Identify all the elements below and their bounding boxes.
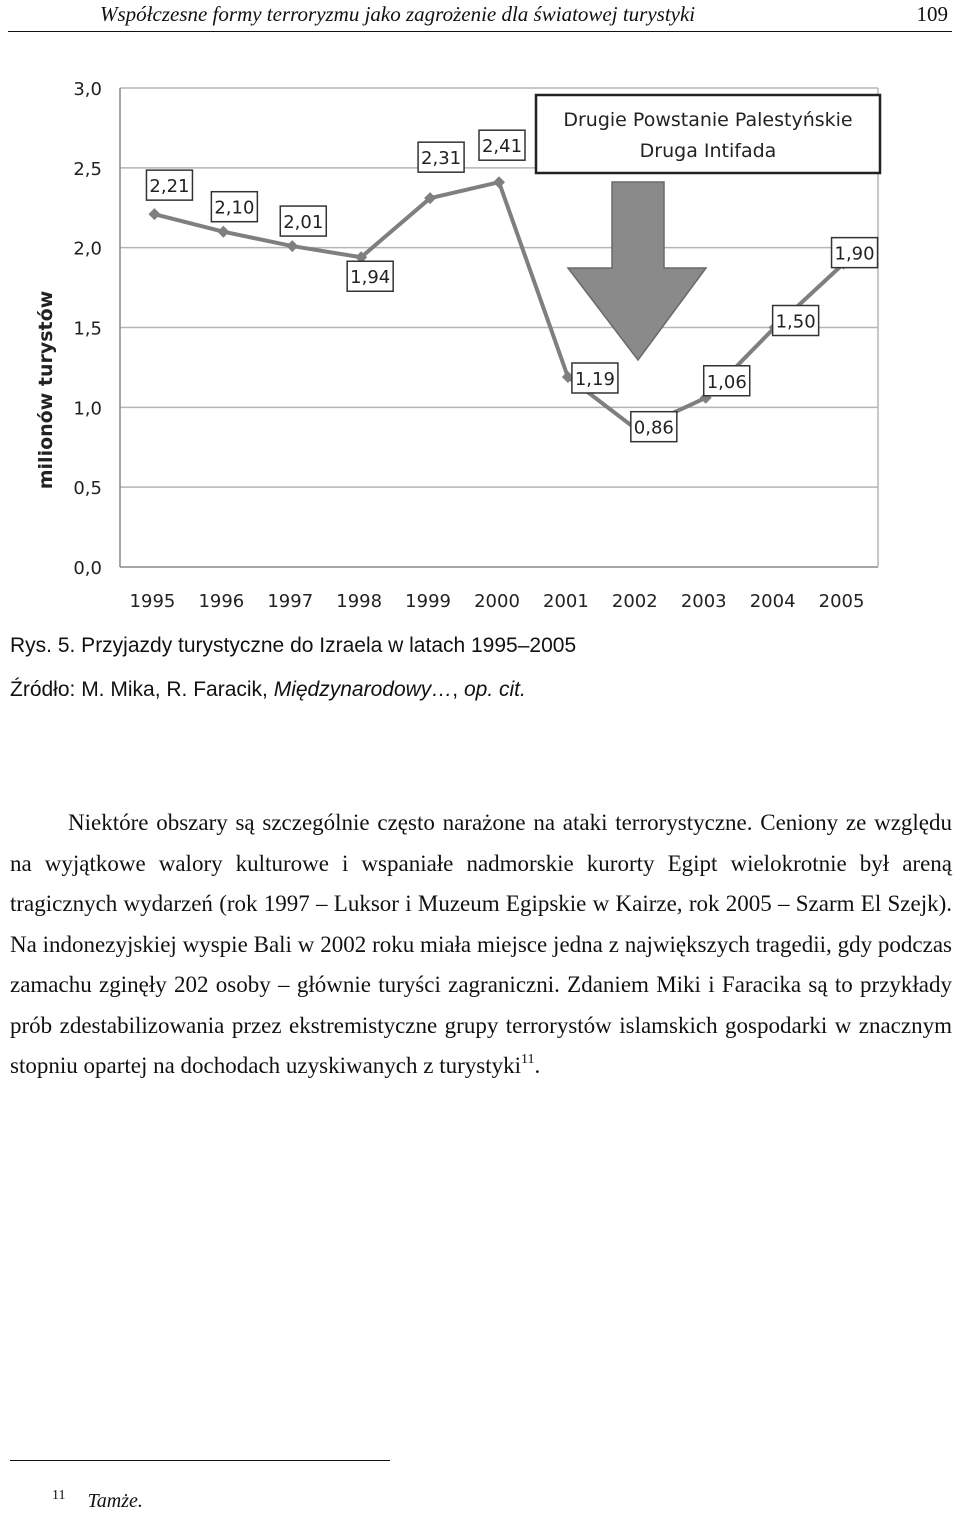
figure-source (10, 678, 526, 702)
data-label-text: 2,10 (214, 197, 255, 219)
data-label (832, 238, 878, 268)
data-label (704, 366, 750, 396)
x-tick-label: 2005 (818, 591, 865, 612)
data-label-text: 1,19 (574, 368, 615, 390)
data-label-text: 1,06 (706, 371, 747, 393)
x-tick-label: 2004 (749, 591, 796, 612)
annotation-line-1: Drugie Powstanie Palestyńskie (563, 109, 853, 131)
data-point (286, 240, 298, 252)
footnote-rule (10, 1460, 390, 1461)
footnote (52, 1488, 143, 1513)
x-tick-label: 2003 (680, 591, 727, 612)
x-tick-label: 1999 (405, 591, 451, 612)
source-title: Międzynarodowy… (273, 678, 453, 701)
x-tick-label: 1996 (198, 591, 245, 612)
data-point (217, 226, 229, 238)
data-point (493, 176, 505, 188)
x-tick-label: 2001 (543, 591, 589, 612)
data-label-text: 2,01 (283, 212, 324, 234)
x-tick-label: 1997 (267, 591, 314, 612)
data-label (418, 142, 464, 172)
annotation-line-2: Druga Intifada (639, 140, 777, 162)
y-tick-label: 1,0 (73, 398, 102, 420)
data-label (211, 192, 257, 222)
data-label (572, 363, 618, 393)
data-label-text: 1,94 (350, 267, 391, 289)
paragraph-text: Niektóre obszary są szczególnie często narażone na ataki terrorystyczne. Ceniony ze względu na wyjątkowe walory kulturowe i wspaniałe nadmorskie kurorty Egipt wielokrotnie był areną tragicznych wydarzeń (rok 1997 – Luksor i Muzeum Egipskie w Kairze, rok 2005 – Szarm El Szejk). Na indonezyjskiej wyspie Bali w 2002 roku miała miejsce jedna z największych tragedii, gdy podczas zamachu zginęły 202 osoby – głównie turyści zagraniczni. Zdaniem Miki i Faracika są to przykłady prób zdestabilizowania przez ekstremistyczne grupy terrorystów islamskich gospodarki w znacznym stopniu opartej na dochodach uzyskiwanych z turystyki (10, 810, 952, 1078)
data-label-text: 2,31 (421, 148, 462, 170)
y-tick-label: 1,5 (73, 318, 102, 340)
data-label-text: 0,86 (633, 417, 674, 439)
y-tick-labels (73, 79, 102, 579)
source-opcit: op. cit. (463, 678, 526, 701)
body-paragraph (10, 803, 952, 1087)
running-title: Współczesne formy terroryzmu jako zagrożenie dla światowej turystyki (100, 2, 696, 26)
y-tick-label: 2,5 (73, 158, 102, 180)
footnote-number: 11 (52, 1488, 66, 1503)
x-tick-label: 1995 (129, 591, 176, 612)
data-label (146, 170, 192, 200)
x-tick-labels (130, 591, 865, 612)
footnote-reference: 11 (521, 1052, 535, 1067)
data-label (347, 261, 393, 291)
source-separator: , (452, 678, 464, 701)
tourist-arrivals-chart (0, 60, 960, 620)
paragraph-end: . (534, 1053, 541, 1078)
data-label (773, 306, 819, 336)
data-label (280, 206, 326, 236)
intifada-arrow-icon (568, 182, 706, 360)
data-label-text: 1,90 (834, 243, 875, 265)
data-labels (146, 130, 877, 441)
y-tick-label: 0,0 (73, 558, 102, 579)
y-tick-label: 3,0 (73, 79, 102, 100)
figure-caption: Rys. 5. Przyjazdy turystyczne do Izraela w latach 1995–2005 (10, 634, 577, 657)
data-label (479, 130, 525, 160)
y-tick-label: 2,0 (73, 238, 102, 260)
data-point (148, 208, 160, 220)
data-label-text: 1,50 (775, 311, 816, 333)
header-rule (8, 31, 952, 32)
footnote-text: Tamże. (87, 1490, 143, 1512)
x-tick-label: 1998 (336, 591, 383, 612)
source-authors: Źródło: M. Mika, R. Faracik, (10, 678, 274, 701)
x-tick-label: 2002 (611, 591, 658, 612)
page-header (0, 0, 960, 32)
x-tick-label: 2000 (474, 591, 520, 612)
data-label-text: 2,21 (149, 176, 190, 198)
data-label (631, 412, 677, 442)
data-label-text: 2,41 (481, 136, 523, 158)
y-axis-label: milionów turystów (35, 290, 57, 490)
page-number: 109 (916, 2, 948, 26)
intifada-annotation-box (536, 95, 880, 173)
y-tick-label: 0,5 (73, 478, 102, 500)
